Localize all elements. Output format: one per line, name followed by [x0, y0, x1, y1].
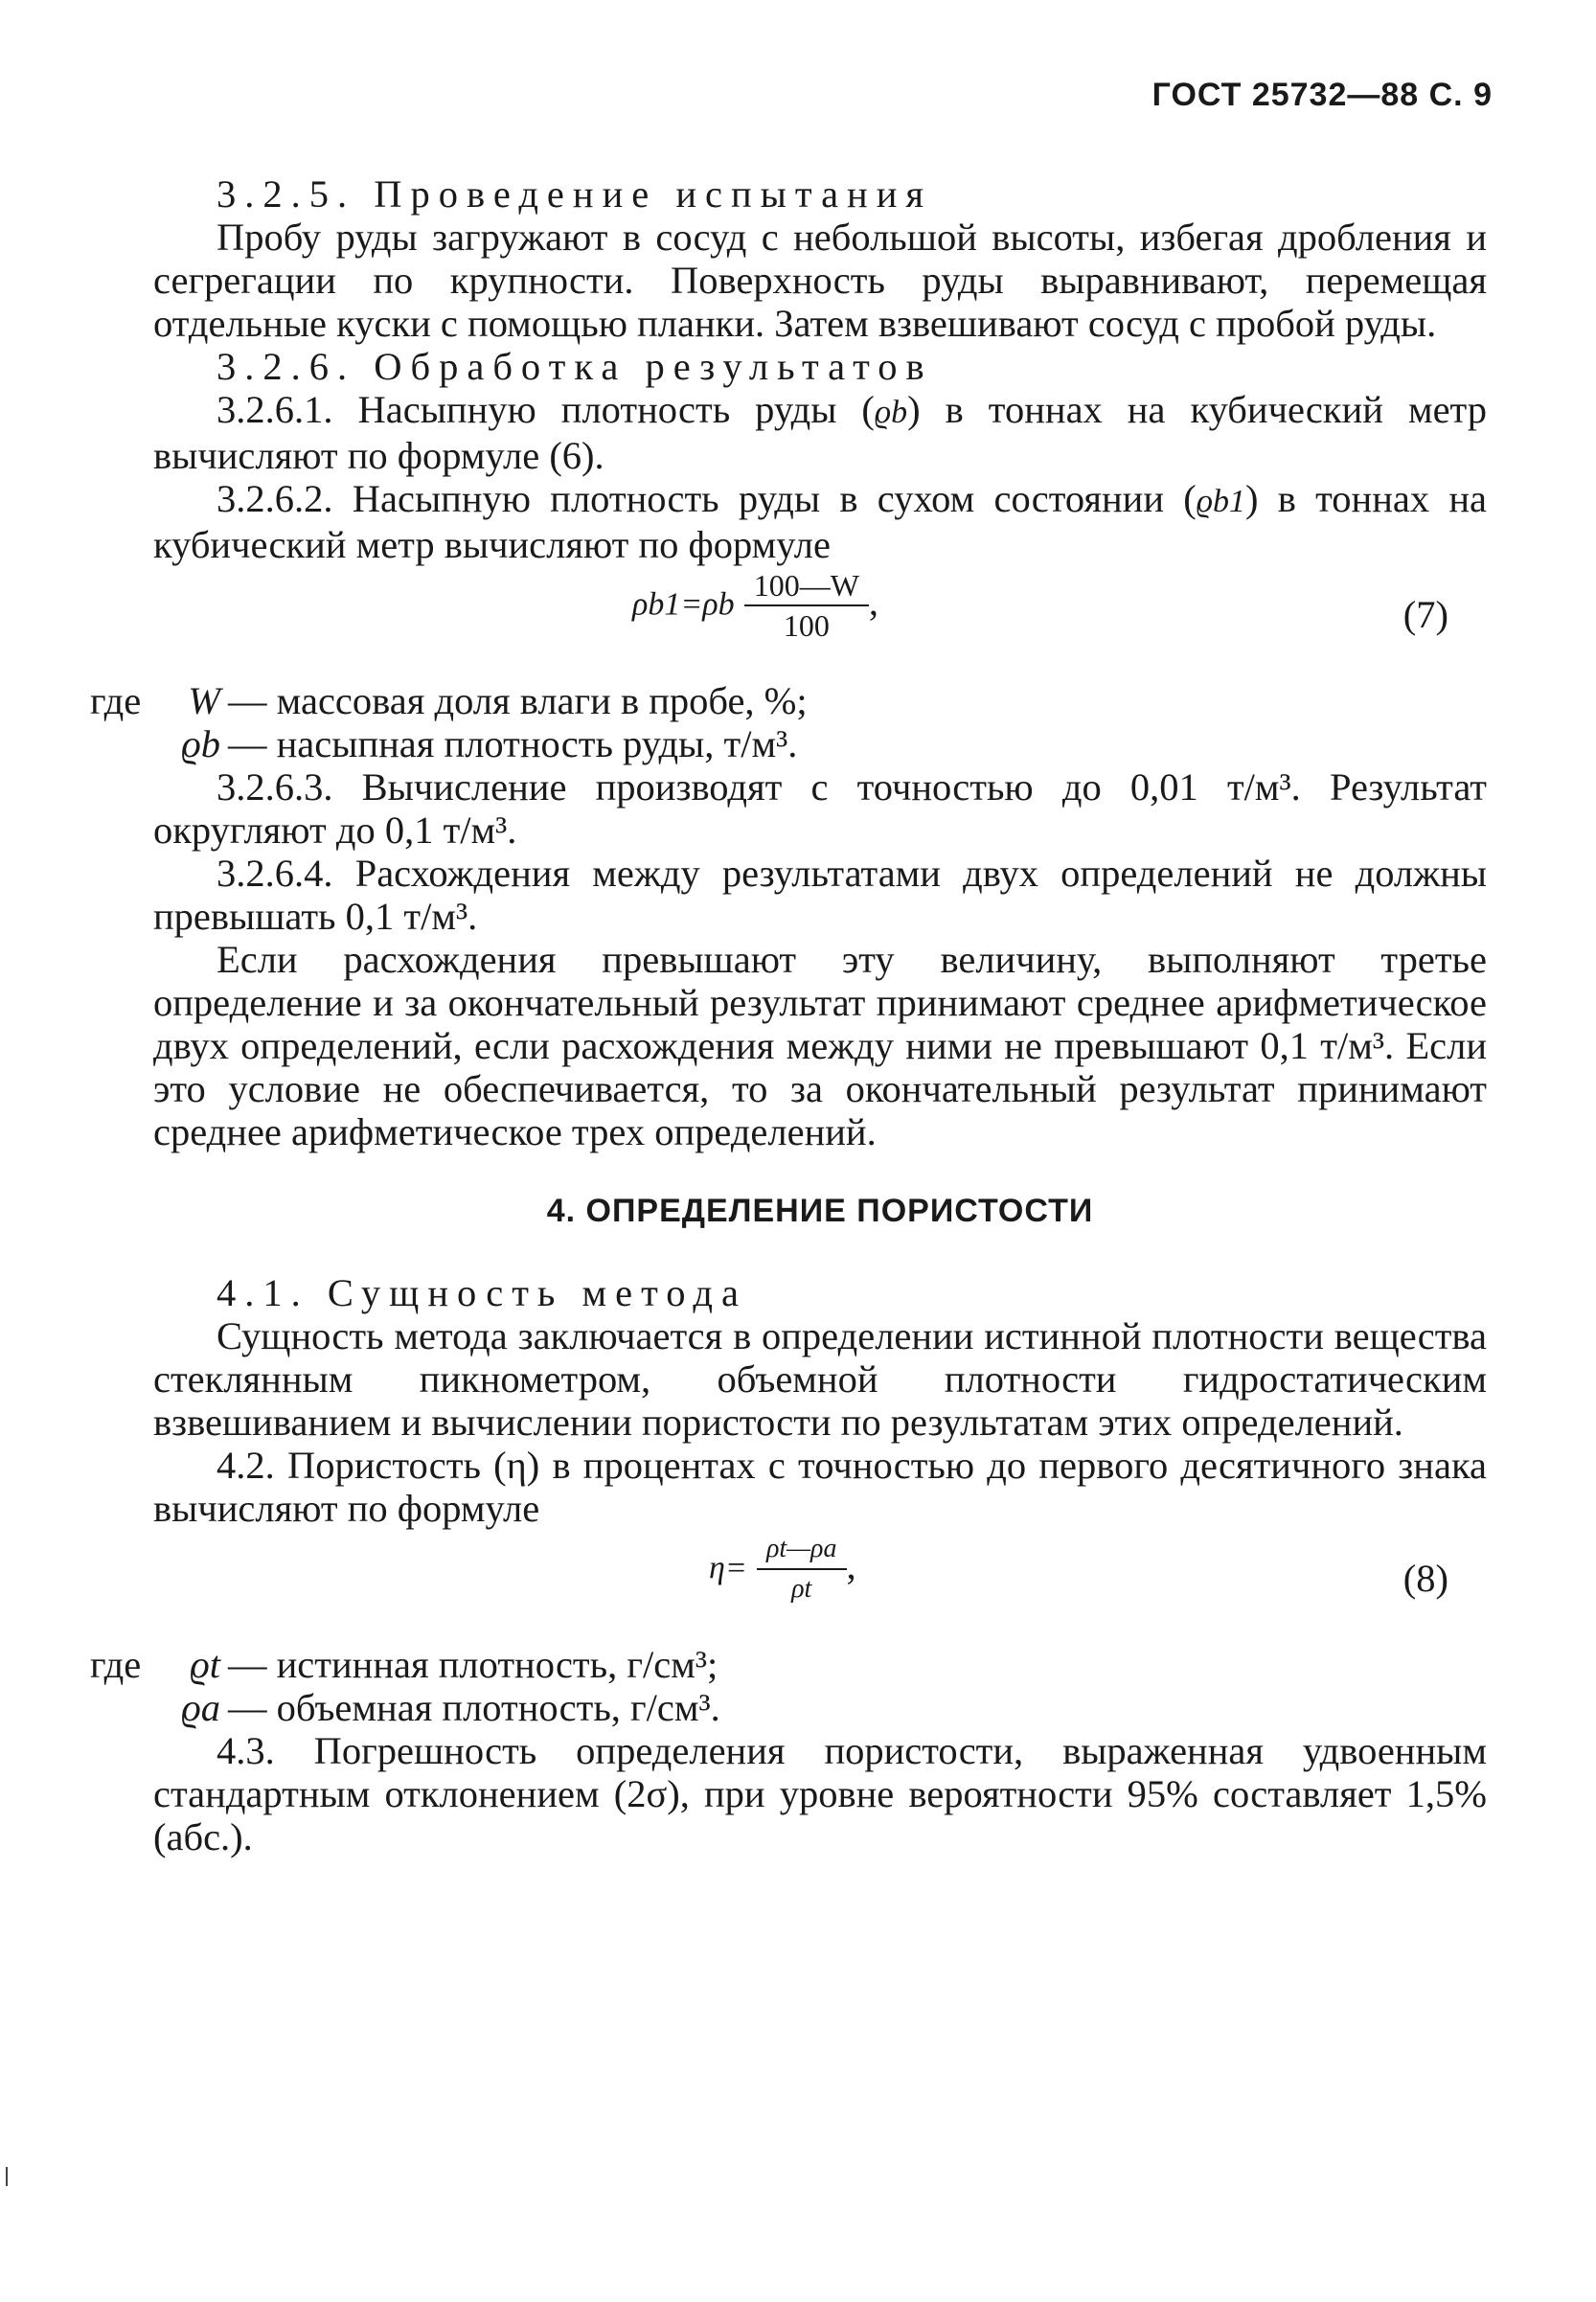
heading-3-2-5: 3.2.5. Проведение испытания: [217, 172, 933, 216]
formula-7-fraction: [744, 566, 869, 645]
legend-definition: — массовая доля влаги в пробе, %;: [228, 679, 808, 722]
legend-definition: — истинная плотность, г/см³;: [228, 1643, 718, 1686]
section-4-title: 4. ОПРЕДЕЛЕНИЕ ПОРИСТОСТИ: [546, 1193, 1094, 1229]
document-body: [90, 172, 1487, 1858]
paragraph-4-2: 4.2. Пористость (η) в процентах с точностью до первого десятичного знака вычисляют по формуле: [153, 1444, 1487, 1530]
formula-7-numerator: 100—W: [744, 566, 869, 606]
formula-8-numerator: ρt—ρa: [757, 1530, 847, 1570]
rho-b-symbol: ϱb: [874, 395, 908, 430]
paragraph-3-2-6-1: 3.2.6.1. Насыпную плотность руды (ϱb) в тоннах на кубический метр вычисляют по формуле (6).: [153, 388, 1487, 477]
paragraph-3-2-6-3: 3.2.6.3. Вычисление производят с точностью до 0,01 т/м³. Результат округляют до 0,1 т/м³.: [153, 765, 1487, 852]
legend-row: [90, 1686, 1487, 1729]
paragraph-3-2-6-2: 3.2.6.2. Насыпную плотность руды в сухом состоянии (ϱb1) в тоннах на кубический метр вычисляют по формуле: [153, 477, 1487, 566]
formula-7: ρb1=ρb $\frac{100—W}{100}$ , (7): [632, 568, 1448, 643]
legend-symbol: ϱa: [181, 1686, 220, 1729]
legend-row: [90, 1643, 1487, 1686]
formula-8-number: (8): [1402, 1557, 1448, 1600]
legend-symbol: W: [188, 679, 220, 722]
formula-8-fraction: [757, 1530, 847, 1608]
legend-where-label: где: [90, 679, 142, 722]
legend-where-label: где: [90, 1643, 142, 1686]
rho-b1-symbol: ϱb1: [1196, 484, 1245, 519]
formula-7-lhs: ρb1=ρb: [632, 586, 735, 623]
legend-symbol: ϱb: [181, 722, 220, 765]
paragraph-4-3: 4.3. Погрешность определения пористости, выраженная удвоенным стандартным отклонением (2σ), при уровне вероятности 95% составляет 1,5% (абс.).: [153, 1729, 1487, 1858]
formula-8-lhs: η=: [709, 1550, 747, 1586]
legend-definition: — объемная плотность, г/см³.: [228, 1686, 720, 1729]
formula-8-legend: [90, 1643, 1487, 1729]
formula-7-denominator: 100: [783, 608, 830, 643]
paragraph-3-2-6-4: 3.2.6.4. Расхождения между результатами двух определений не должны превышать 0,1 т/м³.: [153, 852, 1487, 938]
legend-row: [90, 722, 1487, 765]
heading-4-1: 4.1. Сущность метода: [217, 1271, 747, 1314]
legend-definition: — насыпная плотность руды, т/м³.: [228, 722, 798, 765]
page-header: ГОСТ 25732—88 С. 9: [1151, 77, 1493, 113]
heading-3-2-6: 3.2.6. Обработка результатов: [217, 345, 933, 388]
legend-row: [90, 679, 1487, 722]
formula-8-denominator: ρt: [791, 1574, 812, 1604]
paragraph-4-1: Сущность метода заключается в определении истинной плотности вещества стеклянным пикнометром, объемной плотности гидростатическим взвешиванием и вычислении пористости по результатам этих определений.: [153, 1314, 1487, 1444]
formula-8: η= $\frac{\rho t—\rho a}{\rho t}$ , (8): [153, 1530, 1487, 1637]
formula-7-legend: [90, 679, 1487, 765]
legend-symbol: ϱt: [190, 1643, 220, 1686]
formula-7-number: (7): [1402, 593, 1448, 636]
margin-mark: [6, 2167, 8, 2186]
paragraph-3-2-5: Пробу руды загружают в сосуд с небольшой высоты, избегая дробления и сегрегации по крупности. Поверхность руды выравнивают, перемещая отдельные куски с помощью планки. Затем взвешивают сосуд с пробой руды.: [153, 216, 1487, 345]
paragraph-3-2-6-4-continued: Если расхождения превышают эту величину, выполняют третье определение и за окончательный результат принимают среднее арифметическое двух определений, если расхождения между ними не превышают 0,1 т/м³. Если это условие не обеспечивается, то за окончательный результат принимают среднее арифметическое трех определений.: [153, 938, 1487, 1153]
